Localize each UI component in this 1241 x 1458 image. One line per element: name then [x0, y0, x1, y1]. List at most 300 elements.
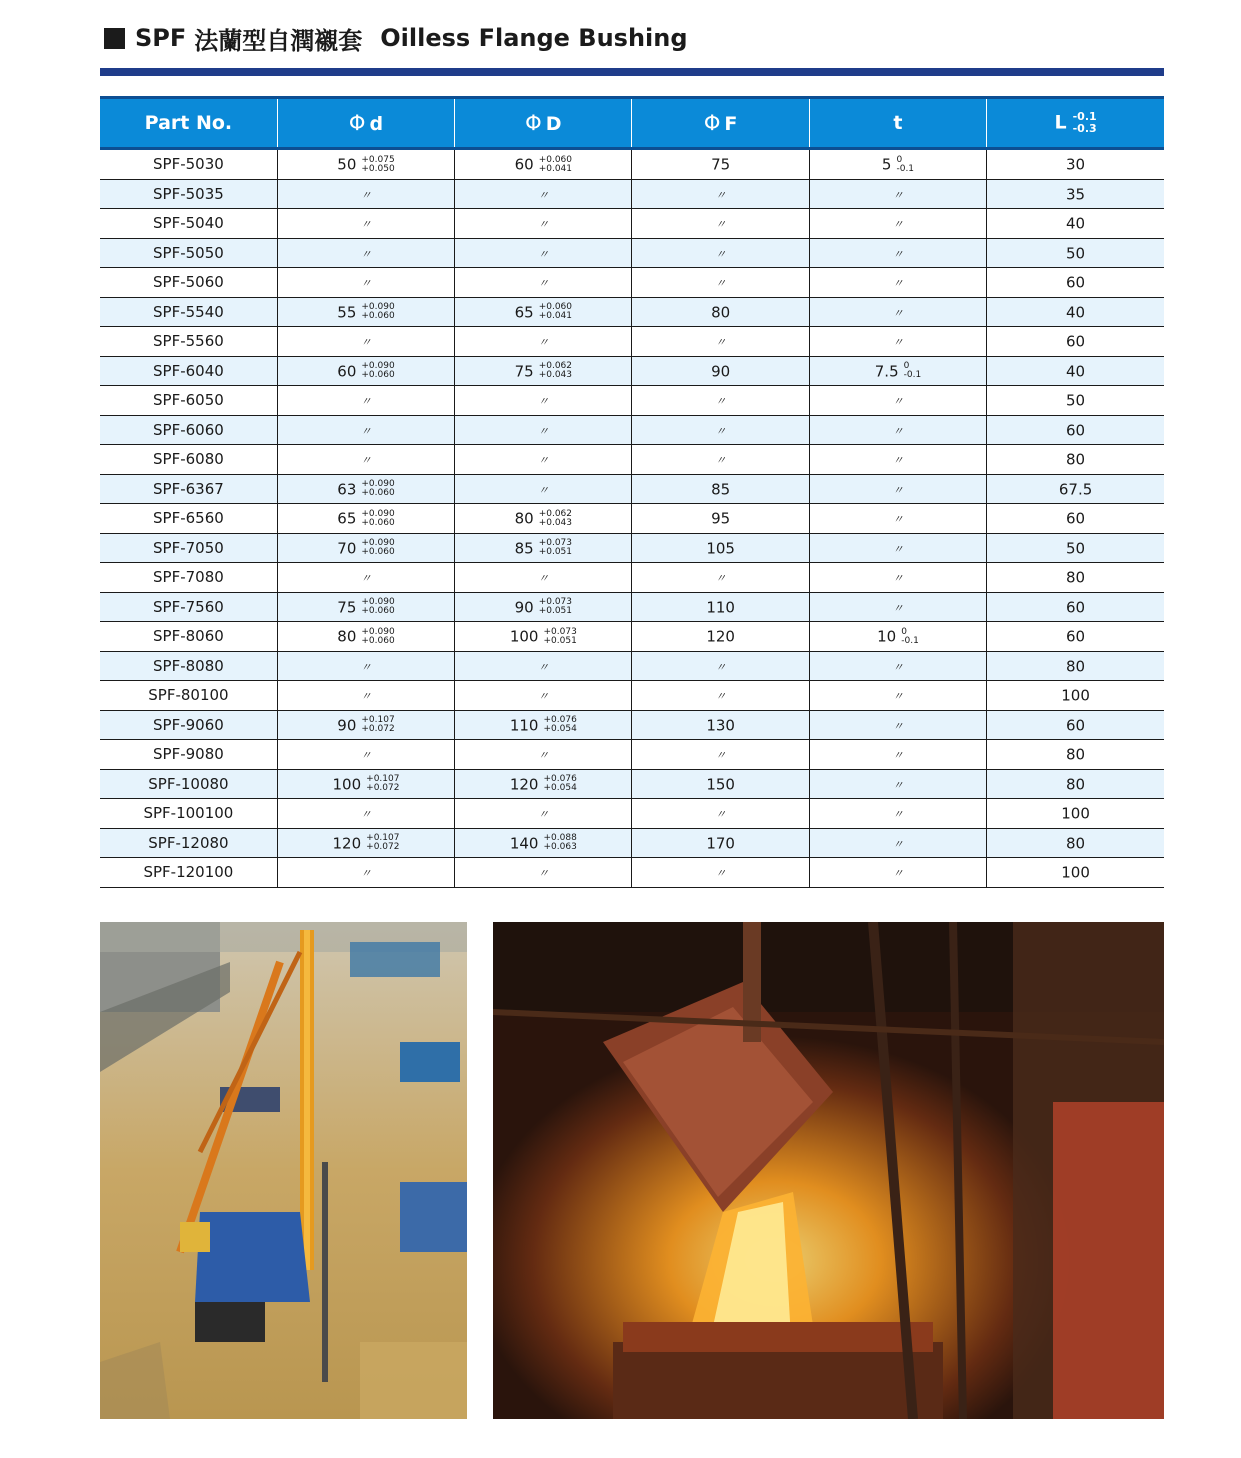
title-rule	[100, 68, 1164, 76]
cell-f	[632, 386, 809, 416]
cell-value: 35	[1066, 185, 1086, 203]
tolerance	[896, 156, 914, 174]
cell-t	[809, 799, 986, 829]
cell-big-d	[455, 297, 632, 327]
ditto-mark: 〃	[715, 277, 727, 291]
cell-value: 80	[1066, 657, 1086, 675]
cell-d	[277, 858, 454, 888]
part-number: SPF-9060	[100, 710, 277, 740]
ditto-mark: 〃	[892, 188, 904, 202]
l-tolerance: -0.1 -0.3	[1072, 110, 1097, 135]
cell-f	[632, 681, 809, 711]
cell-value: 40	[1066, 214, 1086, 233]
cell-t	[809, 681, 986, 711]
cell-value: 80	[1066, 450, 1086, 469]
tolerance	[543, 628, 576, 646]
table-row	[100, 327, 1164, 357]
tolerance-upper: +0.073	[538, 538, 573, 548]
cell-f	[632, 297, 809, 327]
cell-d	[277, 622, 454, 652]
title-english: Oilless Flange Bushing	[380, 24, 688, 52]
part-number: SPF-5540	[100, 297, 277, 327]
tolerance	[361, 628, 394, 646]
cell-value: 110	[706, 598, 735, 616]
cell-l	[987, 415, 1164, 445]
cell-value: 60	[1066, 627, 1086, 646]
cell-l	[987, 592, 1164, 622]
cell-value: 65	[514, 303, 534, 321]
ditto-mark: 〃	[892, 306, 904, 320]
cell-l	[987, 622, 1164, 652]
tolerance-lower: +0.041	[538, 163, 573, 174]
part-number: SPF-7050	[100, 533, 277, 563]
part-number: SPF-120100	[100, 858, 277, 888]
table-header-row	[100, 98, 1164, 149]
tolerance-upper: +0.107	[366, 774, 400, 784]
cell-value: 75	[711, 155, 731, 174]
cell-f	[632, 238, 809, 268]
cell-f	[632, 828, 809, 858]
cell-value: 60	[1066, 332, 1086, 351]
tolerance-upper: +0.090	[361, 626, 395, 637]
table-row	[100, 149, 1164, 180]
cell-value: 40	[1066, 303, 1086, 321]
ditto-mark: 〃	[715, 867, 727, 881]
cell-big-d	[455, 238, 632, 268]
cell-d	[277, 740, 454, 770]
tolerance-lower: +0.054	[543, 783, 577, 793]
table-row	[100, 504, 1164, 534]
tolerance	[901, 628, 919, 646]
tolerance-lower: +0.060	[361, 547, 395, 557]
table-row	[100, 533, 1164, 563]
part-number: SPF-6050	[100, 386, 277, 416]
tolerance	[539, 539, 572, 557]
table-row	[100, 710, 1164, 740]
tolerance-upper: +0.090	[361, 361, 395, 371]
cell-value: 80	[1066, 745, 1086, 764]
part-number: SPF-6080	[100, 445, 277, 475]
cell-value: 80	[337, 627, 357, 646]
cell-big-d	[455, 592, 632, 622]
tolerance-upper: +0.076	[543, 774, 577, 784]
tolerance-upper: 0	[903, 361, 910, 371]
cell-value: 100	[1061, 804, 1090, 823]
cell-d	[277, 828, 454, 858]
tolerance-lower: -0.1	[896, 163, 915, 174]
part-number: SPF-8060	[100, 622, 277, 652]
ditto-mark: 〃	[360, 660, 372, 674]
cell-d	[277, 651, 454, 681]
table-row	[100, 268, 1164, 298]
tolerance-lower: +0.072	[366, 842, 400, 852]
cell-f	[632, 769, 809, 799]
cell-value: 50	[1066, 391, 1086, 410]
ditto-mark: 〃	[715, 247, 727, 261]
cell-f	[632, 356, 809, 386]
tolerance-lower: +0.043	[538, 370, 573, 380]
tolerance-lower: +0.060	[361, 488, 395, 498]
cell-d	[277, 445, 454, 475]
ditto-mark: 〃	[892, 572, 904, 586]
table-row	[100, 415, 1164, 445]
cell-big-d	[455, 268, 632, 298]
cell-f	[632, 415, 809, 445]
cell-t	[809, 740, 986, 770]
tolerance-lower: -0.1	[903, 370, 922, 380]
cell-value: 70	[337, 539, 357, 557]
ditto-mark: 〃	[715, 690, 727, 704]
tolerance	[904, 362, 922, 380]
ditto-mark: 〃	[892, 395, 904, 409]
cell-l	[987, 504, 1164, 534]
ditto-mark: 〃	[892, 277, 904, 291]
tolerance-lower: +0.072	[361, 724, 395, 734]
tolerance	[361, 156, 394, 174]
tolerance	[366, 775, 399, 793]
cell-l	[987, 681, 1164, 711]
cell-l	[987, 386, 1164, 416]
cell-t	[809, 327, 986, 357]
cell-big-d	[455, 769, 632, 799]
cell-t	[809, 474, 986, 504]
cell-value: 60	[337, 362, 357, 380]
cell-big-d	[455, 740, 632, 770]
tolerance-lower: -0.1	[901, 635, 919, 646]
cell-f	[632, 592, 809, 622]
cell-d	[277, 179, 454, 209]
ditto-mark: 〃	[360, 454, 372, 468]
cell-f	[632, 799, 809, 829]
cell-value: 90	[514, 598, 534, 616]
col-header-f: Φ F	[632, 98, 809, 149]
part-number: SPF-5050	[100, 238, 277, 268]
ditto-mark: 〃	[360, 808, 372, 822]
ditto-mark: 〃	[715, 808, 727, 822]
cell-t	[809, 651, 986, 681]
tolerance-lower: +0.060	[361, 635, 395, 646]
cell-f	[632, 474, 809, 504]
cell-t	[809, 563, 986, 593]
cell-big-d	[455, 622, 632, 652]
ditto-mark: 〃	[360, 218, 372, 232]
part-number: SPF-6367	[100, 474, 277, 504]
cell-value: 120	[509, 775, 539, 793]
cell-l	[987, 533, 1164, 563]
cell-big-d	[455, 710, 632, 740]
col-header-d: Φ d	[277, 98, 454, 149]
cell-l	[987, 799, 1164, 829]
cell-big-d	[455, 504, 632, 534]
ditto-mark: 〃	[715, 424, 727, 438]
ditto-mark: 〃	[537, 424, 549, 438]
cell-big-d	[455, 681, 632, 711]
cell-value: 5	[881, 155, 892, 174]
cell-l	[987, 327, 1164, 357]
ditto-mark: 〃	[892, 336, 904, 350]
ditto-mark: 〃	[537, 247, 549, 261]
part-number: SPF-5030	[100, 149, 277, 180]
cell-value: 7.5	[874, 362, 899, 380]
cell-value: 85	[711, 480, 731, 498]
cell-l	[987, 149, 1164, 180]
table-row	[100, 651, 1164, 681]
ditto-mark: 〃	[715, 572, 727, 586]
tolerance-upper: +0.062	[538, 508, 573, 519]
cell-f	[632, 533, 809, 563]
part-number: SPF-5060	[100, 268, 277, 298]
ditto-mark: 〃	[715, 395, 727, 409]
tolerance-upper: +0.076	[543, 715, 577, 725]
tolerance-upper: +0.062	[538, 361, 573, 371]
tolerance	[361, 510, 394, 528]
cell-l	[987, 740, 1164, 770]
ditto-mark: 〃	[892, 513, 904, 527]
ditto-mark: 〃	[360, 690, 372, 704]
spec-table	[100, 96, 1164, 888]
tolerance-upper: +0.107	[361, 715, 395, 725]
tolerance	[361, 480, 394, 498]
cell-t	[809, 533, 986, 563]
tolerance	[366, 834, 399, 852]
cell-big-d	[455, 415, 632, 445]
tolerance-upper: +0.073	[538, 597, 573, 607]
cell-value: 170	[706, 834, 735, 852]
cell-d	[277, 799, 454, 829]
cell-d	[277, 386, 454, 416]
part-number: SPF-10080	[100, 769, 277, 799]
table-row	[100, 356, 1164, 386]
tolerance-upper: +0.090	[361, 479, 395, 489]
cell-value: 90	[337, 716, 357, 734]
tolerance-lower: +0.043	[538, 517, 573, 528]
cell-f	[632, 179, 809, 209]
cell-l	[987, 474, 1164, 504]
tolerance-upper: +0.107	[366, 833, 400, 843]
part-number: SPF-8080	[100, 651, 277, 681]
cell-value: 130	[706, 716, 735, 734]
ditto-mark: 〃	[892, 542, 904, 556]
cell-value: 120	[706, 627, 735, 646]
phi-symbol: Φ	[348, 111, 366, 135]
tolerance	[539, 156, 572, 174]
table-row	[100, 474, 1164, 504]
ditto-mark: 〃	[892, 719, 904, 733]
cell-value: 80	[1066, 834, 1086, 852]
part-number: SPF-6560	[100, 504, 277, 534]
cell-big-d	[455, 651, 632, 681]
ditto-mark: 〃	[537, 336, 549, 350]
cell-f	[632, 445, 809, 475]
tolerance-upper: 0	[896, 154, 903, 165]
ditto-mark: 〃	[537, 808, 549, 822]
ditto-mark: 〃	[892, 483, 904, 497]
part-number: SPF-80100	[100, 681, 277, 711]
cell-value: 60	[1066, 273, 1086, 292]
ditto-mark: 〃	[360, 277, 372, 291]
table-row	[100, 828, 1164, 858]
cell-value: 95	[711, 509, 731, 528]
cell-d	[277, 563, 454, 593]
ditto-mark: 〃	[360, 188, 372, 202]
cell-t	[809, 858, 986, 888]
tolerance-lower: +0.060	[361, 517, 395, 528]
cell-value: 63	[337, 480, 357, 498]
table-row	[100, 563, 1164, 593]
tolerance-lower: +0.063	[543, 842, 577, 852]
cell-l	[987, 651, 1164, 681]
cell-l	[987, 563, 1164, 593]
cell-value: 60	[1066, 598, 1086, 616]
cell-t	[809, 415, 986, 445]
title-code: SPF	[135, 24, 187, 52]
table-row	[100, 799, 1164, 829]
cell-big-d	[455, 327, 632, 357]
cell-value: 65	[337, 509, 357, 528]
col-header-big-d: Φ D	[455, 98, 632, 149]
cell-value: 80	[1066, 568, 1086, 587]
cell-d	[277, 149, 454, 180]
cell-d	[277, 268, 454, 298]
cell-value: 140	[509, 834, 539, 852]
title-chinese: 法蘭型自潤襯套	[194, 26, 363, 55]
cell-l	[987, 710, 1164, 740]
cell-big-d	[455, 386, 632, 416]
col-header-t: t	[809, 98, 986, 149]
tolerance	[361, 539, 394, 557]
cell-t	[809, 445, 986, 475]
cell-d	[277, 710, 454, 740]
cell-l	[987, 238, 1164, 268]
ditto-mark: 〃	[715, 188, 727, 202]
table-row	[100, 769, 1164, 799]
ditto-mark: 〃	[892, 218, 904, 232]
table-row	[100, 622, 1164, 652]
tolerance-upper: +0.060	[538, 154, 573, 165]
ditto-mark: 〃	[892, 424, 904, 438]
cell-d	[277, 415, 454, 445]
tolerance	[539, 598, 572, 616]
cell-f	[632, 563, 809, 593]
tolerance-upper: +0.075	[361, 154, 395, 165]
cell-value: 150	[706, 775, 735, 793]
cell-value: 100	[1061, 863, 1090, 882]
cell-f	[632, 858, 809, 888]
ditto-mark: 〃	[537, 454, 549, 468]
phi-symbol: Φ	[703, 111, 721, 135]
ditto-mark: 〃	[360, 867, 372, 881]
cell-f	[632, 651, 809, 681]
cell-big-d	[455, 179, 632, 209]
cell-value: 67.5	[1058, 480, 1093, 498]
tolerance-lower: +0.060	[361, 606, 395, 616]
ditto-mark: 〃	[537, 690, 549, 704]
tolerance-lower: +0.072	[366, 783, 400, 793]
cell-t	[809, 504, 986, 534]
cell-t	[809, 238, 986, 268]
cell-value: 75	[514, 362, 534, 380]
table-row	[100, 386, 1164, 416]
cell-t	[809, 179, 986, 209]
ditto-mark: 〃	[360, 424, 372, 438]
cell-value: 50	[337, 155, 357, 174]
ditto-mark: 〃	[360, 395, 372, 409]
part-number: SPF-100100	[100, 799, 277, 829]
cell-big-d	[455, 474, 632, 504]
ditto-mark: 〃	[715, 660, 727, 674]
cell-value: 120	[332, 834, 362, 852]
cell-t	[809, 592, 986, 622]
tolerance-upper: +0.090	[361, 538, 395, 548]
cell-value: 105	[706, 539, 735, 557]
part-number: SPF-6060	[100, 415, 277, 445]
cell-f	[632, 710, 809, 740]
tolerance	[361, 303, 394, 321]
cell-big-d	[455, 858, 632, 888]
cell-value: 40	[1066, 362, 1086, 380]
ditto-mark: 〃	[537, 277, 549, 291]
part-number: SPF-5040	[100, 209, 277, 239]
ditto-mark: 〃	[892, 247, 904, 261]
cell-l	[987, 297, 1164, 327]
tolerance	[539, 303, 572, 321]
tolerance-upper: +0.088	[543, 833, 577, 843]
tolerance-upper: +0.090	[361, 508, 395, 519]
cell-l	[987, 858, 1164, 888]
cell-f	[632, 327, 809, 357]
tolerance-lower: +0.060	[361, 370, 395, 380]
cell-value: 10	[877, 627, 897, 646]
cell-value: 85	[514, 539, 534, 557]
cell-d	[277, 504, 454, 534]
cell-value: 75	[337, 598, 357, 616]
col-header-part-no: Part No.	[100, 98, 277, 149]
cell-t	[809, 209, 986, 239]
ditto-mark: 〃	[537, 218, 549, 232]
ditto-mark: 〃	[892, 660, 904, 674]
part-number: SPF-5035	[100, 179, 277, 209]
ditto-mark: 〃	[892, 749, 904, 763]
cell-value: 110	[509, 716, 539, 734]
cell-l	[987, 209, 1164, 239]
tolerance-upper: 0	[901, 626, 907, 637]
part-number: SPF-7560	[100, 592, 277, 622]
cell-t	[809, 769, 986, 799]
cell-value: 60	[1066, 509, 1086, 528]
tolerance	[539, 510, 572, 528]
phi-symbol: Φ	[525, 111, 542, 135]
ditto-mark: 〃	[892, 454, 904, 468]
ditto-mark: 〃	[537, 188, 549, 202]
ditto-mark: 〃	[892, 808, 904, 822]
steel-ladle-pouring-photo	[493, 922, 1164, 1419]
tolerance-upper: +0.090	[361, 302, 395, 312]
cell-t	[809, 386, 986, 416]
cell-t	[809, 710, 986, 740]
cell-f	[632, 268, 809, 298]
ditto-mark: 〃	[715, 749, 727, 763]
cell-l	[987, 268, 1164, 298]
cell-value: 60	[514, 155, 534, 174]
tolerance	[361, 716, 394, 734]
cell-l	[987, 445, 1164, 475]
cell-d	[277, 238, 454, 268]
ditto-mark: 〃	[537, 572, 549, 586]
table-row	[100, 297, 1164, 327]
cell-l	[987, 179, 1164, 209]
cell-t	[809, 268, 986, 298]
table-row	[100, 740, 1164, 770]
